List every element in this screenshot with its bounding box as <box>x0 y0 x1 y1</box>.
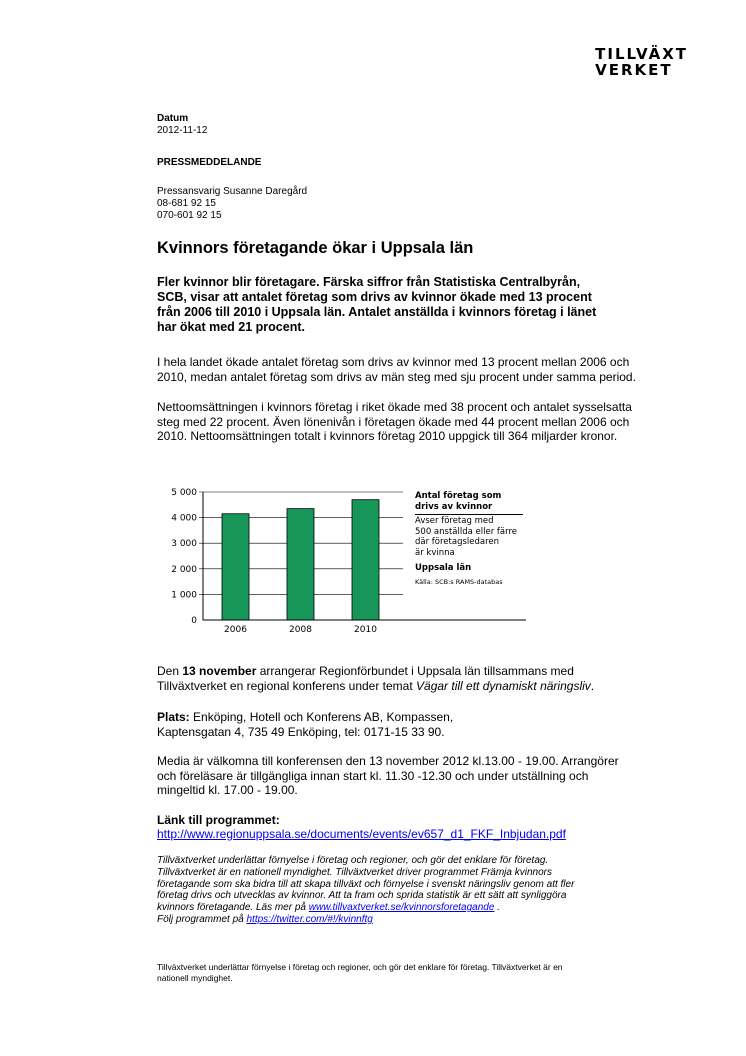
chart-bar-2006 <box>222 514 249 620</box>
chart-title-line: Antal företag som <box>415 491 502 501</box>
lead-line: Fler kvinnor blir företagare. Färska siffror från Statistiska Centralbyrån, <box>157 275 581 289</box>
place-line <box>157 710 717 725</box>
about-line: företagande som ska bidra till att skapa tillväxt och förnyelse i svenskt näringsliv genom att fler <box>157 878 575 890</box>
chart-title <box>415 491 535 512</box>
chart-y-tick-label: 3 000 <box>171 539 197 550</box>
press-contact-name: Pressansvarig Susanne Daregård <box>157 186 308 197</box>
chart-title-line: drivs av kvinnor <box>415 501 493 512</box>
chart-y-tick-label: 2 000 <box>171 564 197 575</box>
paragraph-line: I hela landet ökade antalet företag som drivs av kvinnor med 13 procent mellan 2006 och <box>157 355 630 369</box>
press-contact-phone2: 070-601 92 15 <box>157 210 222 221</box>
about-line: Tillväxtverket underlättar förnyelse i företag och regioner, och gör det enklare för företag. <box>157 855 549 866</box>
about-line: företag drivs och utvecklas av kvinnor. Att ta fram och sprida statistik är ett sätt att synliggöra <box>157 890 567 902</box>
event-paragraph <box>157 664 717 693</box>
chart-x-tick-labels <box>224 625 377 635</box>
press-contact-phone1: 08-681 92 15 <box>157 198 216 209</box>
chart-y-tick-labels <box>171 488 197 626</box>
chart-region: Uppsala län <box>415 563 472 573</box>
chart-y-tick-label: 4 000 <box>171 513 197 524</box>
chart-x-tick-label: 2010 <box>354 625 377 635</box>
event-theme: Vägar till ett dynamiskt näringsliv <box>416 678 591 693</box>
date-value: 2012-11-12 <box>157 125 208 136</box>
media-paragraph <box>157 754 717 798</box>
paragraph-line: Nettoomsättningen i kvinnors företag i riket ökade med 38 procent och antalet sysselsatta <box>157 400 632 414</box>
chart-divider <box>415 514 523 515</box>
chart-x-tick-label: 2008 <box>289 625 312 635</box>
chart-y-tick-label: 1 000 <box>171 590 197 601</box>
event-line <box>157 664 717 679</box>
place-text: Enköping, Hotell och Konferens AB, Kompassen, <box>189 710 454 724</box>
place-line: Kaptensgatan 4, 735 49 Enköping, tel: 0171-15 33 90. <box>157 724 445 739</box>
about-text: kvinnors företagande. Läs mer på <box>157 902 309 914</box>
chart-y-tick-label: 0 <box>191 616 197 626</box>
document-type: PRESSMEDDELANDE <box>157 157 262 168</box>
footer-line: nationell myndighet. <box>157 972 233 983</box>
paragraph-line: steg med 22 procent. Även lönenivån i företagen ökade med 44 procent mellan 2006 och <box>157 414 630 429</box>
chart-subtitle <box>415 516 535 558</box>
twitter-link[interactable]: https://twitter.com/#!/kvinnftg <box>246 913 373 925</box>
chart-y-tick-label: 5 000 <box>171 488 197 498</box>
paragraph-line: 2010. Nettoomsättningen totalt i kvinnors företag 2010 uppgick till 364 miljarder kronor. <box>157 429 618 443</box>
media-line: och föreläsare är tillgängliga innan start kl. 11.30 -12.30 och under utställning och <box>157 768 589 783</box>
chart-subtitle-line: 500 anställda eller färre <box>415 526 517 537</box>
lead-line: från 2006 till 2010 i Uppsala län. Antalet anställda i kvinnors företag i länet <box>157 305 597 319</box>
event-line <box>157 679 717 694</box>
paragraph-line: 2010, medan antalet företag som drivs av män steg med sju procent under samma period. <box>157 369 636 384</box>
about-line <box>157 914 717 926</box>
media-line: mingeltid kl. 17.00 - 19.00. <box>157 783 298 797</box>
chart-text-block <box>415 491 535 587</box>
media-line: Media är välkomna till konferensen den 13 november 2012 kl.13.00 - 19.00. Arrangörer <box>157 754 619 768</box>
chart-subtitle-line: Avser företag med <box>415 516 494 526</box>
chart-bar-2010 <box>352 500 379 620</box>
about-line <box>157 902 717 914</box>
about-paragraph <box>157 855 717 926</box>
kvinnorsforetagande-link[interactable]: www.tillvaxtverket.se/kvinnorsforetagande <box>308 902 495 914</box>
about-line: Tillväxtverket är en nationell myndighet. Tillväxtverket driver programmet Främja kvinnors <box>157 866 552 878</box>
event-place <box>157 710 717 739</box>
chart-x-tick-label: 2006 <box>224 625 247 635</box>
chart-subtitle-line: där företagsledaren <box>415 537 500 547</box>
program-link[interactable]: http://www.regionuppsala.se/documents/events/ev657_d1_FKF_Inbjudan.pdf <box>157 827 566 841</box>
footer-line: Tillväxtverket underlättar förnyelse i företag och regioner, och gör det enklare för företag. Tillväxtverket är en <box>157 962 563 972</box>
event-date-bold: 13 november <box>182 664 257 678</box>
about-text: . <box>494 902 500 914</box>
paragraph-2 <box>157 400 697 444</box>
lead-paragraph <box>157 275 677 335</box>
paragraph-1 <box>157 355 697 384</box>
tillvaxtverket-logo <box>595 46 688 78</box>
event-text: arrangerar Regionförbundet i Uppsala län tillsammans med <box>256 664 574 678</box>
about-text: Följ programmet på <box>157 913 247 925</box>
chart-bars <box>222 500 379 620</box>
event-text: . <box>590 678 595 693</box>
chart-source: Källa: SCB:s RAMS-databas <box>415 577 503 586</box>
logo-line2: VERKET <box>595 61 673 79</box>
chart-subtitle-line: är kvinna <box>415 547 455 558</box>
event-text: Tillväxtverket en regional konferens under temat <box>157 678 417 693</box>
footer-text <box>157 962 697 983</box>
event-text: Den <box>157 664 183 678</box>
date-label: Datum <box>157 113 189 124</box>
logo-line1: TILLVÄXT <box>595 45 688 63</box>
page-title: Kvinnors företagande ökar i Uppsala län <box>157 239 474 257</box>
place-label: Plats: <box>157 710 190 724</box>
chart-bar-2008 <box>287 509 314 620</box>
lead-line: SCB, visar att antalet företag som drivs av kvinnor ökade med 13 procent <box>157 290 592 304</box>
program-link-label: Länk till programmet: <box>157 813 280 827</box>
lead-line: har ökat med 21 procent. <box>157 320 305 334</box>
